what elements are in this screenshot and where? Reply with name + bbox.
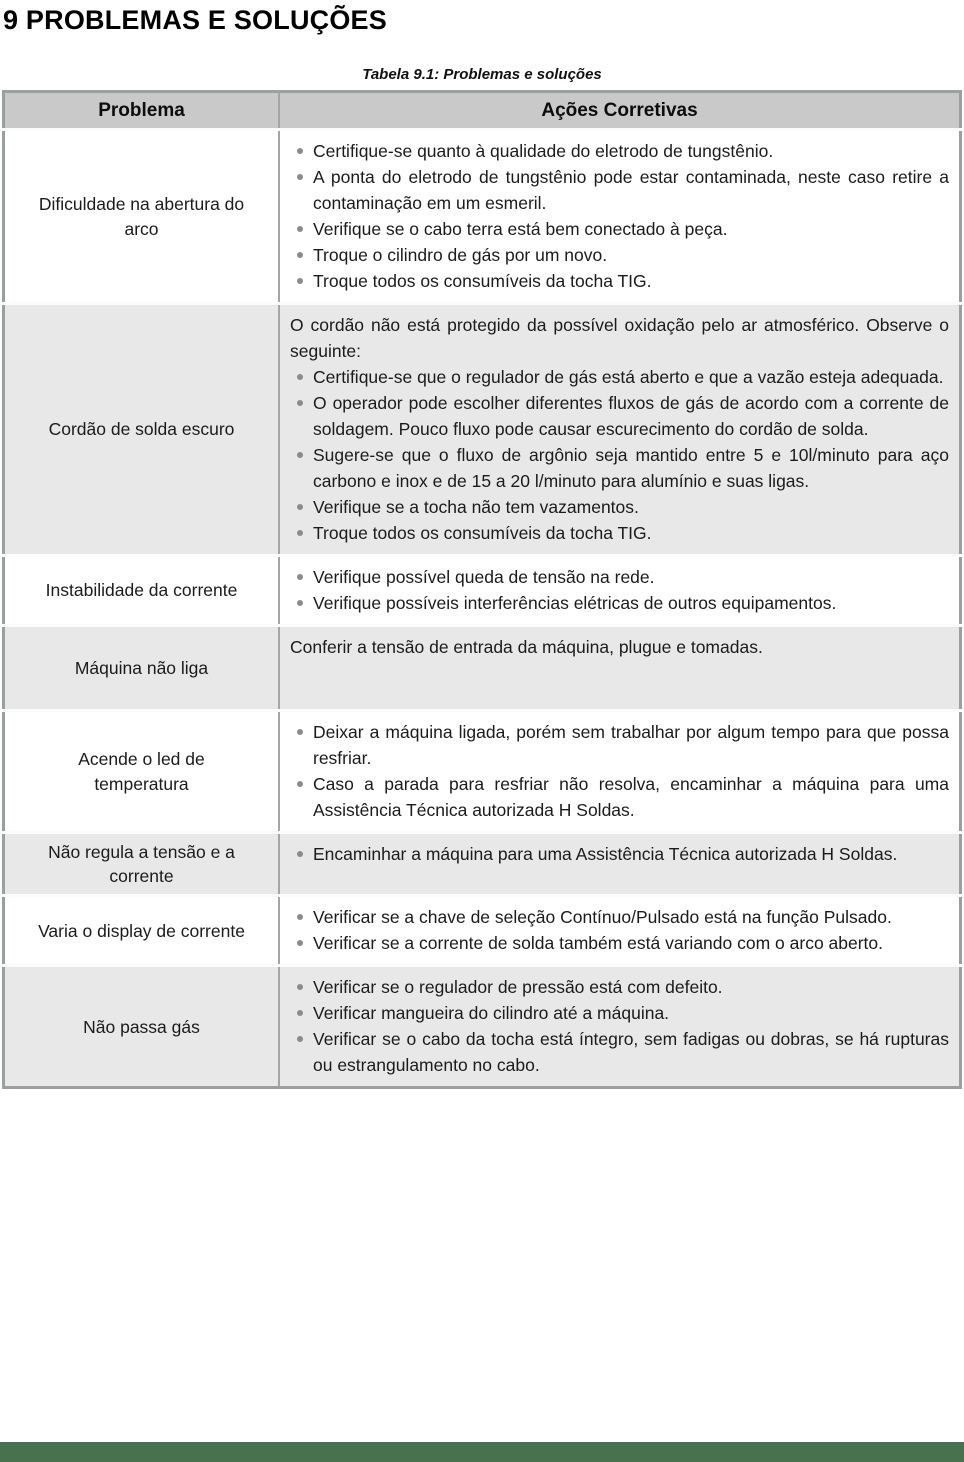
- action-item: Caso a parada para resfriar não resolva, encaminhar a máquina para uma Assistência Técnica autorizada H Soldas.: [288, 771, 949, 823]
- footer-bar: [0, 1442, 964, 1462]
- document-page: [0, 5, 964, 1089]
- actions-list: [288, 974, 949, 1078]
- actions-list: [288, 904, 949, 956]
- action-item: Verificar se a corrente de solda também está variando com o arco aberto.: [288, 930, 949, 956]
- actions-list: [288, 564, 949, 616]
- problem-cell: Cordão de solda escuro: [4, 304, 280, 556]
- actions-intro-text: Conferir a tensão de entrada da máquina, plugue e tomadas.: [290, 637, 763, 657]
- column-header-problema: Problema: [4, 92, 280, 130]
- table-row: [4, 711, 961, 833]
- action-item: Verificar se a chave de seleção Contínuo/Pulsado está na função Pulsado.: [288, 904, 949, 930]
- action-item: Verificar se o cabo da tocha está íntegro, sem fadigas ou dobras, se há rupturas ou estrangulamento no cabo.: [288, 1026, 949, 1078]
- actions-cell: [279, 833, 961, 896]
- action-item: Verificar mangueira do cilindro até a máquina.: [288, 1000, 949, 1026]
- problem-cell: Instabilidade da corrente: [4, 556, 280, 626]
- table-row: [4, 626, 961, 711]
- actions-list: [288, 138, 949, 294]
- action-item: Sugere-se que o fluxo de argônio seja mantido entre 5 e 10l/minuto para aço carbono e inox e de 15 a 20 l/minuto para alumínio e suas ligas.: [288, 442, 949, 494]
- actions-cell: [279, 556, 961, 626]
- table-row: [4, 556, 961, 626]
- action-item: A ponta do eletrodo de tungstênio pode estar contaminada, neste caso retire a contaminação em um esmeril.: [288, 164, 949, 216]
- action-item: Troque todos os consumíveis da tocha TIG.: [288, 268, 949, 294]
- problem-cell: Varia o display de corrente: [4, 896, 280, 966]
- page-title: 9 PROBLEMAS E SOLUÇÕES: [3, 5, 387, 35]
- actions-list: [288, 364, 949, 546]
- action-item: Verifique se o cabo terra está bem conectado à peça.: [288, 216, 949, 242]
- action-item: Verifique possível queda de tensão na rede.: [288, 564, 949, 590]
- actions-cell: [279, 711, 961, 833]
- action-item: Certifique-se que o regulador de gás está aberto e que a vazão esteja adequada.: [288, 364, 949, 390]
- problem-cell: Dificuldade na abertura do arco: [4, 130, 280, 304]
- action-item: Verifique se a tocha não tem vazamentos.: [288, 494, 949, 520]
- table-caption: Tabela 9.1: Problemas e soluções: [362, 66, 602, 83]
- action-item: Verifique possíveis interferências elétricas de outros equipamentos.: [288, 590, 949, 616]
- action-item: O operador pode escolher diferentes fluxos de gás de acordo com a corrente de soldagem. Pouco fluxo pode causar escurecimento do cordão de solda.: [288, 390, 949, 442]
- actions-list: [288, 719, 949, 823]
- table-row: [4, 304, 961, 556]
- column-header-acoes-corretivas: Ações Corretivas: [279, 92, 961, 130]
- table-header-row: [4, 92, 961, 130]
- table-row: [4, 896, 961, 966]
- problem-cell: Não passa gás: [4, 966, 280, 1088]
- problem-cell: Não regula a tensão e a corrente: [4, 833, 280, 896]
- problem-cell: Acende o led de temperatura: [4, 711, 280, 833]
- action-item: Troque o cilindro de gás por um novo.: [288, 242, 949, 268]
- actions-cell: [279, 966, 961, 1088]
- actions-cell: [279, 130, 961, 304]
- problems-solutions-table: [2, 90, 962, 1089]
- problem-cell: Máquina não liga: [4, 626, 280, 711]
- action-item: Troque todos os consumíveis da tocha TIG.: [288, 520, 949, 546]
- actions-cell: [279, 896, 961, 966]
- actions-cell: [279, 304, 961, 556]
- actions-intro-text: O cordão não está protegido da possível oxidação pelo ar atmosférico. Observe o seguinte:: [290, 315, 949, 361]
- action-item: Deixar a máquina ligada, porém sem trabalhar por algum tempo para que possa resfriar.: [288, 719, 949, 771]
- table-row: [4, 833, 961, 896]
- actions-cell: [279, 626, 961, 711]
- table-row: [4, 966, 961, 1088]
- actions-list: [288, 841, 949, 867]
- action-item: Verificar se o regulador de pressão está com defeito.: [288, 974, 949, 1000]
- action-item: Certifique-se quanto à qualidade do eletrodo de tungstênio.: [288, 138, 949, 164]
- action-item: Encaminhar a máquina para uma Assistência Técnica autorizada H Soldas.: [288, 841, 949, 867]
- table-row: [4, 130, 961, 304]
